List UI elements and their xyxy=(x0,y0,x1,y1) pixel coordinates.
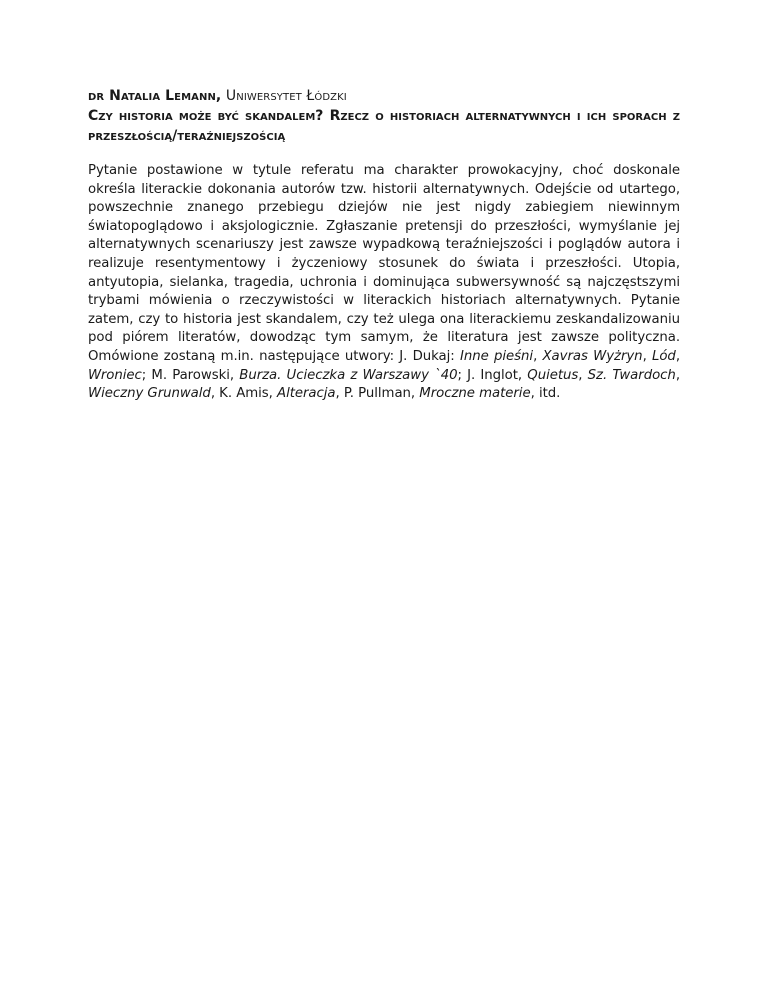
separator: , K. Amis, xyxy=(210,386,278,402)
closing-text: , itd. xyxy=(530,386,561,402)
work-title: Alteracja xyxy=(277,386,336,402)
separator: , P. Pullman, xyxy=(335,386,420,402)
paper-title: Czy historia może być skandalem? Rzecz o historiach alternatywnych i ich sporach z przeszłością/teraźniejszością xyxy=(88,108,680,144)
work-title: Wieczny Grunwald xyxy=(88,386,211,402)
separator: , xyxy=(578,367,588,383)
separator: , xyxy=(675,348,681,364)
affiliation: Uniwersytet Łódzki xyxy=(225,88,347,104)
separator: , xyxy=(675,367,680,383)
document-page xyxy=(88,86,680,404)
separator: , xyxy=(533,348,543,364)
work-title: Mroczne materie xyxy=(419,386,531,402)
work-title: Inne pieśni xyxy=(459,348,534,364)
work-title: Wroniec xyxy=(88,367,142,383)
separator: , xyxy=(642,348,652,364)
abstract-text: Pytanie postawione w tytule referatu ma charakter prowokacyjny, choć doskonale określa literackie dokonania autorów tzw. historii alternatywnych. Odejście od utartego, powszechnie znanego przebiegu dziejów nie jest nigdy zabiegiem niewinnym światopoglądowo i aksjologicznie. Zgłaszanie pretensji do przeszłości, wymyślanie jej alternatywnych scenariuszy jest zawsze wypadkową teraźniejszości i poglądów autora i realizuje resentymentowy i życzeniowy stosunek do świata i przeszłości. Utopia, antyutopia, sielanka, tragedia, uchronia i dominująca subwersywność są najczęstszymi trybami mówienia o rzeczywistości w literackich historiach alternatywnych. Pytanie zatem, czy to historia jest skandalem, czy też ulega ona literackiemu zeskandalizowaniu pod piórem literatów, dowodząc tym samym, że literatura jest zawsze polityczna. Omówione zostaną m.in. następujące utwory: J. Dukaj: xyxy=(88,163,680,364)
abstract-paragraph xyxy=(88,162,680,404)
work-title: Xavras Wyżryn xyxy=(542,348,643,364)
work-title: Sz. Twardoch xyxy=(587,367,676,383)
separator: ; J. Inglot, xyxy=(457,367,528,383)
author-line xyxy=(88,86,680,106)
work-title: Burza. Ucieczka z Warszawy `40 xyxy=(239,367,458,383)
work-title: Quietus xyxy=(527,367,579,383)
author-name: dr Natalia Lemann, xyxy=(88,88,222,104)
separator: ; M. Parowski, xyxy=(141,367,240,383)
work-title: Lód xyxy=(651,348,676,364)
